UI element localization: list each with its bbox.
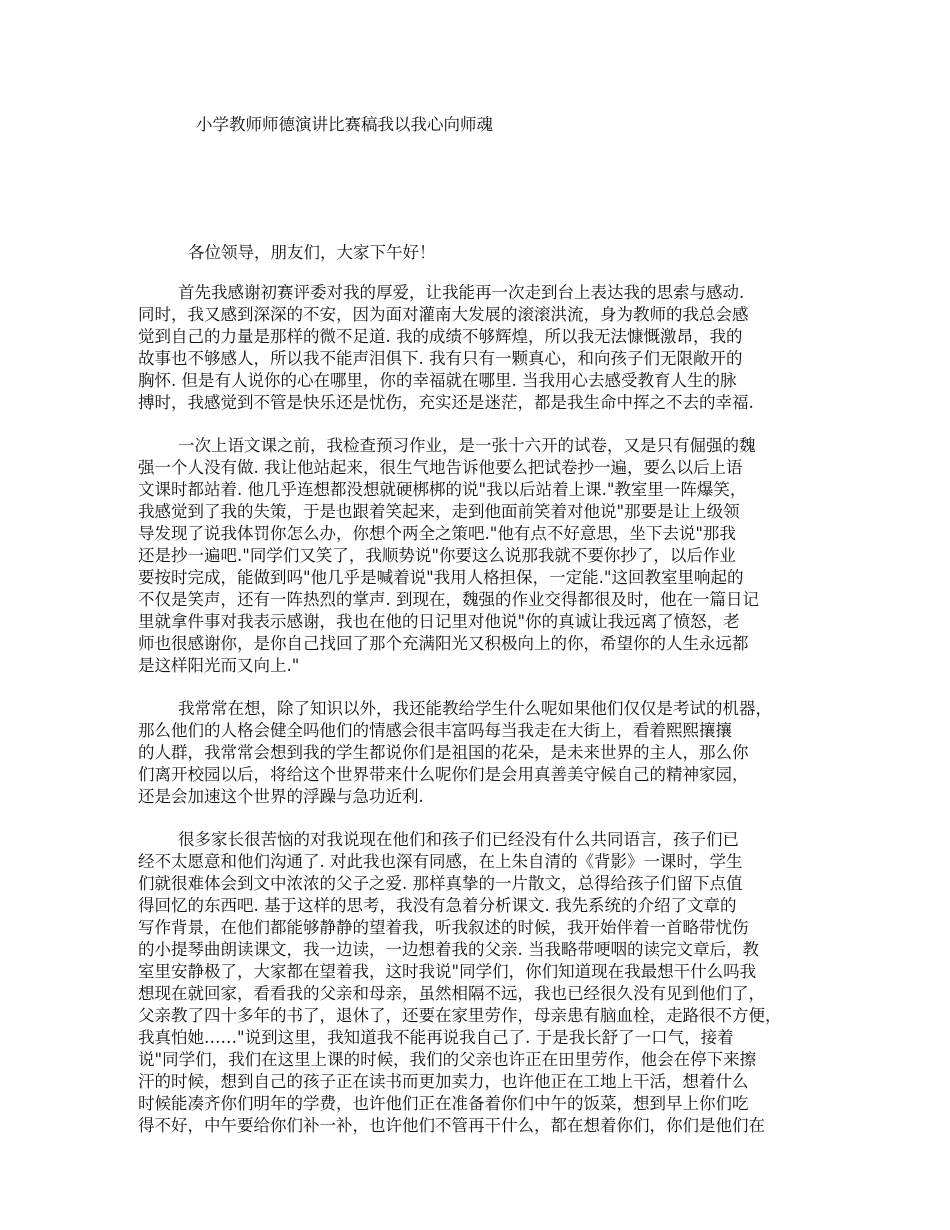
text-line: 汗的时候，想到自己的孩子正在读书而更加卖力，也许他正在工地上干活，想着什么: [138, 1072, 749, 1091]
greeting: 各位领导，朋友们，大家下午好！: [188, 243, 436, 262]
paragraph: [138, 435, 818, 677]
text-line: 经不太愿意和他们沟通了. 对此我也深有同感，在上朱自清的《背影》一课时，学生: [138, 852, 743, 871]
paragraph: [138, 698, 818, 808]
text-line: 文课时都站着. 他几乎连想都没想就硬梆梆的说"我以后站着上课."教室里一阵爆笑，: [138, 480, 747, 499]
document-title: 小学教师师德演讲比赛稿我以我心向师魂: [196, 115, 493, 134]
text-line: 很多家长很苦恼的对我说现在他们和孩子们已经没有什么共同语言，孩子们已: [178, 830, 739, 849]
text-line: 里就拿件事对我表示感谢，我也在他的日记里对他说"你的真诚让我远离了愤怒，老: [138, 612, 740, 631]
text-line: 我常常在想，除了知识以外，我还能教给学生什么呢如果他们仅仅是考试的机器，: [178, 699, 772, 718]
text-line: 还是会加速这个世界的浮躁与急功近利.: [138, 787, 424, 806]
speech-body: [138, 282, 818, 1158]
text-line: 是这样阳光而又向上.": [138, 656, 300, 675]
paragraph: [138, 282, 818, 414]
paragraph: [138, 829, 818, 1137]
text-line: 还是抄一遍吧."同学们又笑了，我顺势说"你要这么说那我就不要你抄了，以后作业: [138, 546, 736, 565]
text-line: 不仅是笑声，还有一阵热烈的掌声. 到现在，魏强的作业交得都很及时，他在一篇日记: [138, 590, 759, 609]
text-line: 强一个人没有做. 我让他站起来，很生气地告诉他要么把试卷抄一遍，要么以后上语: [138, 458, 743, 477]
text-line: 的人群，我常常会想到我的学生都说你们是祖国的花朵，是未来世界的主人，那么你: [138, 743, 749, 762]
text-line: 我真怕她……"说到这里，我知道我不能再说我自己了. 于是我长舒了一口气，接着: [138, 1028, 734, 1047]
text-line: 的小提琴曲朗读课文，我一边读，一边想着我的父亲. 当我略带哽咽的读完文章后，教: [138, 940, 759, 959]
text-line: 时候能凑齐你们明年的学费，也许他们正在准备着你们中午的饭菜，想到早上你们吃: [138, 1094, 749, 1113]
text-line: 一次上语文课之前，我检查预习作业，是一张十六开的试卷，又是只有倔强的魏: [178, 436, 756, 455]
text-line: 首先我感谢初赛评委对我的厚爱，让我能再一次走到台上表达我的思索与感动.: [178, 283, 745, 302]
text-line: 胸怀. 但是有人说你的心在哪里，你的幸福就在哪里. 当我用心去感受教育人生的脉: [138, 371, 737, 390]
text-line: 得回忆的东西吧. 基于这样的思考，我没有急着分析课文. 我先系统的介绍了文章的: [138, 896, 737, 915]
text-line: 室里安静极了，大家都在望着我，这时我说"同学们，你们知道现在我最想干什么吗我: [138, 962, 757, 981]
text-line: 父亲教了四十多年的书了，退休了，还要在家里劳作，母亲患有脑血栓，走路很不方便，: [138, 1006, 782, 1025]
text-line: 搏时，我感觉到不管是快乐还是忧伤，充实还是迷茫，都是我生命中挥之不去的幸福.: [138, 393, 754, 412]
text-line: 得不好，中午要给你们补一补，也许他们不管再干什么，都在想着你们，你们是他们在: [138, 1116, 765, 1135]
text-line: 故事也不够感人，所以我不能声泪俱下. 我有只有一颗真心，和向孩子们无限敞开的: [138, 349, 743, 368]
text-line: 我感觉到了我的失策，于是也跟着笑起来，走到他面前笑着对他说"那要是让上级领: [138, 502, 740, 521]
text-line: 导发现了说我体罚你怎么办，你想个两全之策吧."他有点不好意思，坐下去说"那我: [138, 524, 736, 543]
text-line: 们就很难体会到文中浓浓的父子之爱. 那样真挚的一片散文，总得给孩子们留下点值: [138, 874, 743, 893]
text-line: 师也很感谢你，是你自己找回了那个充满阳光又积极向上的你，希望你的人生永远都: [138, 634, 749, 653]
text-line: 写作背景，在他们都能够静静的望着我，听我叙述的时候，我开始伴着一首略带忧伤: [138, 918, 749, 937]
text-line: 想现在就回家，看看我的父亲和母亲，虽然相隔不远，我也已经很久没有见到他们了，: [138, 984, 765, 1003]
text-line: 说"同学们，我们在这里上课的时候，我们的父亲也许正在田里劳作，他会在停下来擦: [138, 1050, 757, 1069]
text-line: 们离开校园以后，将给这个世界带来什么呢你们是会用真善美守候自己的精神家园，: [138, 765, 749, 784]
text-line: 觉到自己的力量是那样的微不足道. 我的成绩不够辉煌，所以我无法慷慨激昂，我的: [138, 327, 743, 346]
text-line: 那么他们的人格会健全吗他们的情感会很丰富吗每当我走在大街上，看着熙熙攘攘: [138, 721, 732, 740]
text-line: 要按时完成，能做到吗"他几乎是喊着说"我用人格担保，一定能."这回教室里响起的: [138, 568, 744, 587]
text-line: 同时，我又感到深深的不安，因为面对灌南大发展的滚滚洪流，身为教师的我总会感: [138, 305, 749, 324]
